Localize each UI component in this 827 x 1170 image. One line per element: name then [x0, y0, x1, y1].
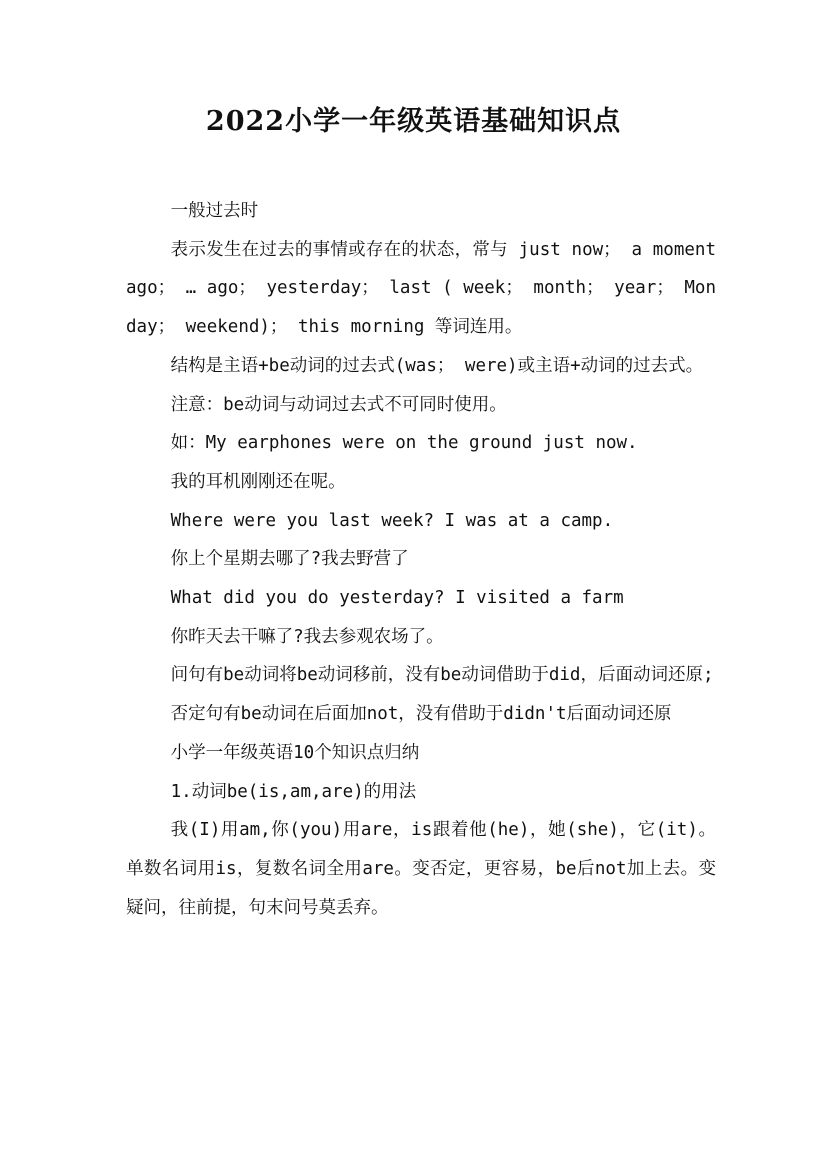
- document-body: [126, 192, 716, 927]
- paragraph-note: 注意：be动词与动词过去式不可同时使用。: [170, 394, 507, 415]
- section-heading-summary: 小学一年级英语10个知识点归纳: [170, 742, 420, 763]
- example-sentence-english: Where were you last week? I was at a camp.: [170, 510, 614, 531]
- section-heading-past-tense: 一般过去时: [170, 201, 259, 221]
- example-sentence-chinese: 你昨天去干嘛了?我去参观农场了。: [170, 626, 444, 647]
- example-sentence-chinese: 你上个星期去哪了?我去野营了: [170, 549, 409, 570]
- paragraph-negative-rule: 否定句有be动词在后面加not，没有借助于didn't后面动词还原: [170, 704, 672, 725]
- paragraph-usage: 表示发生在过去的事情或存在的状态，常与 just now； a moment ago； … ago； yesterday； last ( week； month； year； Monday； weekend)； this morning 等词连用。: [126, 239, 716, 338]
- example-sentence-chinese: 我的耳机刚刚还在呢。: [170, 471, 346, 492]
- paragraph-be-usage: 我(I)用am,你(you)用are，is跟着他(he)，她(she)，它(it)。单数名词用is，复数名词全用are。变否定，更容易，be后not加上去。变疑问，往前提，句末问号莫丢弃。: [126, 820, 716, 918]
- example-sentence-english: 如：My earphones were on the ground just now.: [170, 433, 638, 454]
- subheading-verb-be: 1.动词be(is,am,are)的用法: [170, 781, 417, 802]
- paragraph-structure: 结构是主语+be动词的过去式(was； were)或主语+动词的过去式。: [170, 355, 704, 376]
- paragraph-question-rule: 问句有be动词将be动词移前，没有be动词借助于did，后面动词还原;: [170, 665, 714, 686]
- example-sentence-english: What did you do yesterday? I visited a farm: [170, 588, 624, 609]
- document-title: 2022小学一年级英语基础知识点: [205, 106, 622, 137]
